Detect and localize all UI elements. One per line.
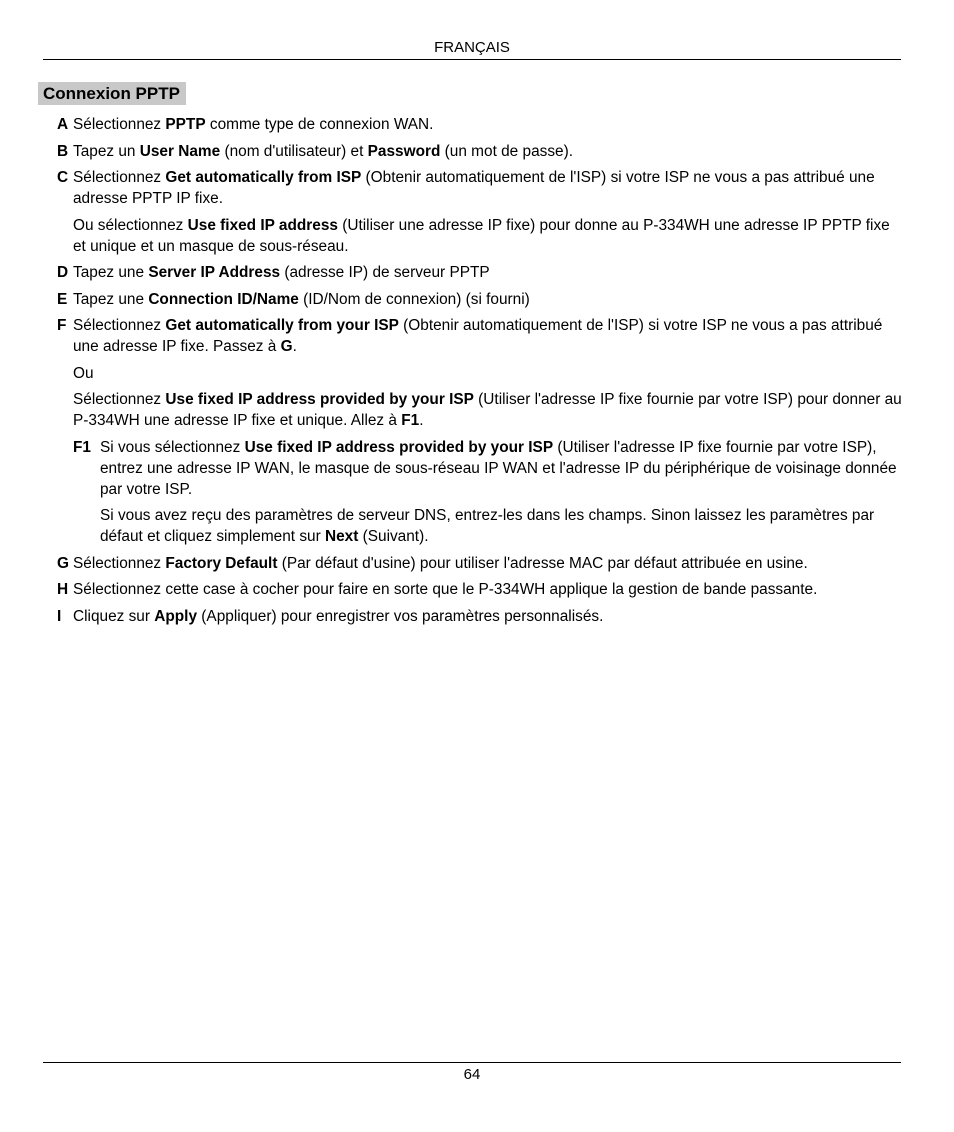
step-letter: A [57, 116, 69, 133]
term-step-f1-ref: F1 [401, 412, 420, 429]
step-a [57, 114, 902, 135]
term-get-automatically: Get automatically from ISP [165, 169, 362, 186]
step-f [57, 315, 902, 357]
step-text: Sélectionnez [73, 116, 166, 133]
step-text: Tapez une [73, 290, 149, 308]
step-f1 [57, 437, 902, 500]
step-letter: C [57, 169, 69, 186]
step-text: Sélectionnez [73, 317, 166, 334]
step-text: (Appliquer) pour enregistrer vos paramètres personnalisés. [197, 607, 604, 625]
step-letter: F1 [73, 438, 91, 456]
step-text: . [419, 412, 424, 429]
step-c-alternative [57, 215, 902, 257]
step-text: Cliquez sur [73, 607, 155, 625]
step-text: (Suivant). [358, 528, 429, 545]
step-text: (adresse IP) de serveur PPTP [280, 264, 490, 281]
step-text: Si vous sélectionnez [100, 438, 245, 456]
step-h [57, 579, 902, 600]
step-text: (Obtenir automatiquement de l'ISP) si votre ISP ne vous a pas attribué une adresse IP fixe. Passez à [73, 317, 883, 355]
instructions-list [57, 114, 902, 632]
step-text: Si vous avez reçu des paramètres de serveur DNS, entrez-les dans les champs. Sinon laissez les paramètres par défaut et cliquez simplement sur [100, 507, 875, 545]
step-f-alternative [57, 389, 902, 431]
term-password: Password [367, 142, 441, 160]
step-text: . [292, 338, 297, 355]
step-letter: B [57, 142, 69, 160]
page-number: 64 [463, 1066, 481, 1083]
step-c [57, 167, 902, 209]
term-pptp: PPTP [165, 116, 206, 133]
step-text: (un mot de passe). [440, 142, 573, 160]
step-letter: E [57, 290, 68, 308]
step-text: (ID/Nom de connexion) (si fourni) [298, 290, 530, 308]
term-apply: Apply [154, 607, 198, 625]
term-connection-id: Connection ID/Name [148, 290, 299, 308]
section-title: Connexion PPTP [38, 82, 186, 105]
step-text: Tapez un [73, 142, 140, 160]
term-use-fixed-ip: Use fixed IP address [187, 216, 338, 234]
term-use-fixed-ip-isp: Use fixed IP address provided by your ISP [244, 438, 554, 456]
term-user-name: User Name [139, 142, 221, 160]
header-rule [43, 59, 901, 60]
step-text: Ou sélectionnez [73, 216, 188, 234]
step-text: (Par défaut d'usine) pour utiliser l'adresse MAC par défaut attribuée en usine. [277, 554, 808, 572]
page-header-language: FRANÇAIS [434, 39, 510, 56]
step-letter: G [57, 554, 69, 572]
step-text: Sélectionnez [73, 169, 166, 186]
step-letter: D [57, 264, 69, 281]
step-text: (nom d'utilisateur) et [220, 142, 368, 160]
step-letter: H [57, 581, 69, 598]
step-i [57, 606, 902, 627]
term-factory-default: Factory Default [165, 554, 278, 572]
term-server-ip-address: Server IP Address [148, 264, 281, 281]
step-text: Sélectionnez [73, 391, 166, 408]
step-d [57, 262, 902, 283]
term-use-fixed-ip-isp: Use fixed IP address provided by your ISP [165, 391, 474, 408]
term-step-g-ref: G [280, 338, 293, 355]
step-letter: F [57, 317, 67, 334]
step-text: Sélectionnez cette case à cocher pour faire en sorte que le P-334WH applique la gestion de bande passante. [73, 581, 818, 598]
step-letter: I [57, 607, 62, 625]
term-get-automatically-isp: Get automatically from your ISP [165, 317, 399, 334]
step-e [57, 289, 902, 310]
step-text: (Utiliser l'adresse IP fixe fournie par votre ISP) pour donner au P-334WH une adresse IP fixe et unique. Allez à [73, 391, 902, 429]
step-text: Sélectionnez [73, 554, 166, 572]
step-f1-dns [57, 505, 902, 547]
footer-rule [43, 1062, 901, 1063]
step-text: comme type de connexion WAN. [205, 116, 434, 133]
step-b [57, 141, 902, 162]
step-text: (Utiliser une adresse IP fixe) pour donne au P-334WH une adresse IP PPTP fixe et unique et un masque de sous-réseau. [73, 216, 890, 255]
step-text: (Obtenir automatiquement de l'ISP) si votre ISP ne vous a pas attribué une adresse PPTP IP fixe. [73, 169, 875, 207]
step-text: (Utiliser l'adresse IP fixe fournie par votre ISP), entrez une adresse IP WAN, le masque de sous-réseau IP WAN et l'adresse IP du périphérique de voisinage donnée par votre ISP. [100, 438, 897, 498]
step-g [57, 553, 902, 574]
step-f-or: Ou [73, 364, 94, 382]
term-next: Next [324, 528, 359, 545]
step-text: Tapez une [73, 264, 149, 281]
